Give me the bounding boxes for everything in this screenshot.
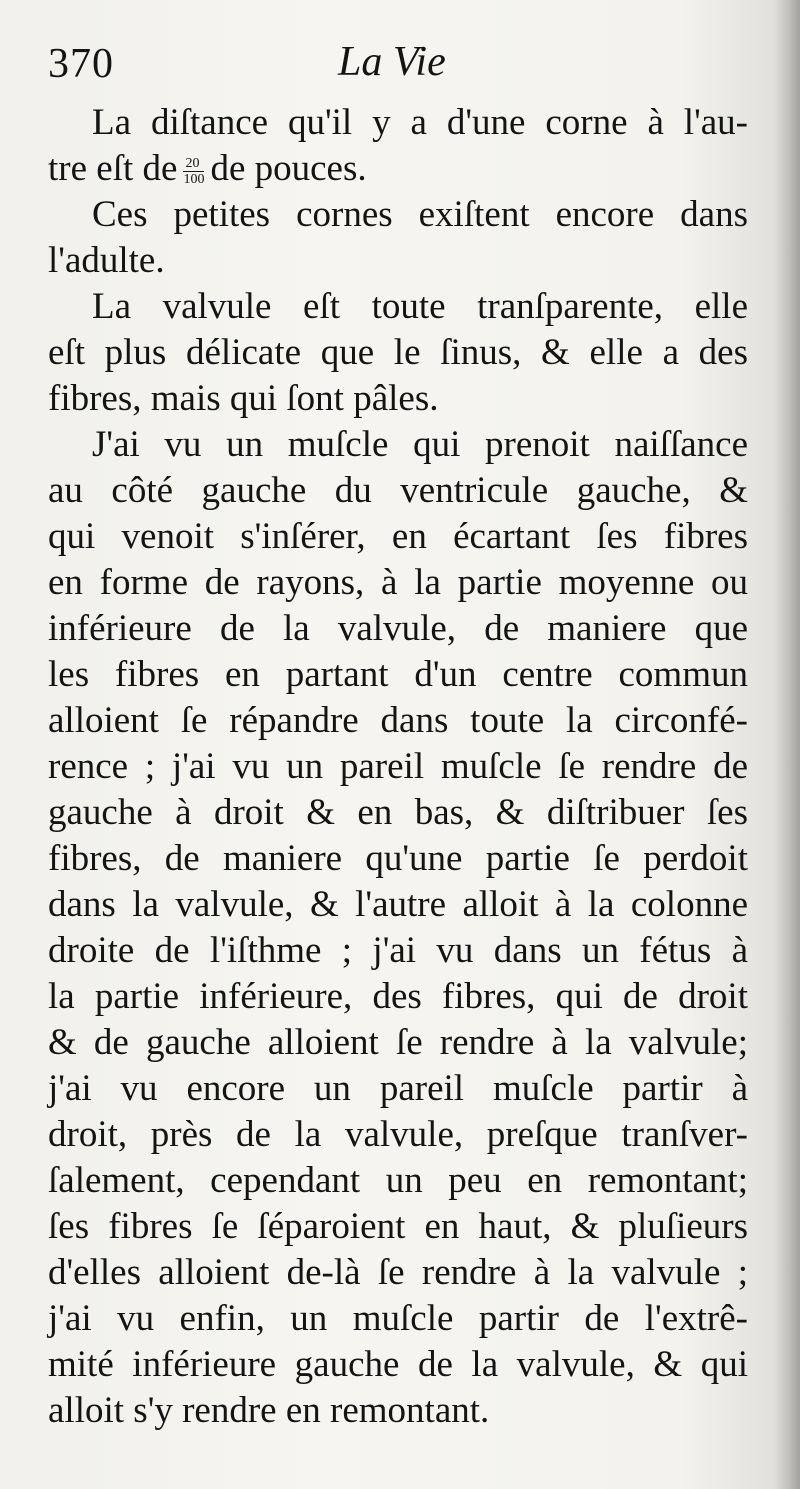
text-line: j'ai vu enfin, un muſcle partir de l'extrê-: [48, 1298, 748, 1339]
text-line: Ces petites cornes exiſtent encore dans: [92, 194, 748, 235]
text-line: fibres, mais qui ſont pâles.: [48, 378, 439, 419]
page-number: 370: [48, 41, 114, 87]
text-line: au côté gauche du ventricule gauche, &: [48, 470, 748, 511]
text-line: droite de l'iſthme ; j'ai vu dans un fétus à: [48, 930, 748, 971]
fraction-numerator: 20: [183, 157, 204, 172]
text-line: ſalement, cependant un peu en remontant;: [48, 1160, 748, 1201]
text-line: gauche à droit & en bas, & diſtribuer ſes: [48, 792, 748, 833]
text-line: alloient ſe répandre dans toute la circonfé-: [48, 700, 748, 741]
text-line: J'ai vu un muſcle qui prenoit naiſſance: [92, 424, 748, 465]
text-line: d'elles alloient de-là ſe rendre à la valvule ;: [48, 1252, 748, 1293]
text-line: alloit s'y rendre en remontant.: [48, 1390, 490, 1431]
text-line: qui venoit s'inſérer, en écartant ſes fibres: [48, 516, 748, 557]
text-fragment: de pouces.: [210, 148, 367, 189]
text-line: les fibres en partant d'un centre commun: [48, 654, 748, 695]
fraction: [183, 157, 204, 186]
text-line: la partie inférieure, des fibres, qui de droit: [48, 976, 748, 1017]
text-line: dans la valvule, & l'autre alloit à la colonne: [48, 884, 748, 925]
text-line: fibres, de maniere qu'une partie ſe perdoit: [48, 838, 748, 879]
text-line: La diſtance qu'il y a d'une corne à l'au-: [92, 102, 748, 143]
text-line: mité inférieure gauche de la valvule, & qui: [48, 1344, 748, 1385]
text-line: l'adulte.: [48, 240, 165, 281]
page-gutter-shadow: [774, 0, 800, 1489]
text-line: droit, près de la valvule, preſque tranſver-: [48, 1114, 748, 1155]
text-line: inférieure de la valvule, de maniere que: [48, 608, 748, 649]
body-text: [48, 100, 748, 1434]
text-line: La valvule eſt toute tranſparente, elle: [92, 286, 748, 327]
text-line: & de gauche alloient ſe rendre à la valvule;: [48, 1022, 748, 1063]
text-line: en forme de rayons, à la partie moyenne ou: [48, 562, 748, 603]
running-head: La Vie: [338, 39, 446, 85]
text-line-with-fraction: [48, 146, 748, 192]
text-line: eſt plus délicate que le ſinus, & elle a des: [48, 332, 748, 373]
text-line: j'ai vu encore un pareil muſcle partir à: [48, 1068, 748, 1109]
fraction-denominator: 100: [183, 172, 205, 188]
page-header: [48, 38, 748, 98]
text-fragment: tre eſt de: [48, 148, 178, 189]
text-line: rence ; j'ai vu un pareil muſcle ſe rendre de: [48, 746, 748, 787]
text-line: ſes fibres ſe ſéparoient en haut, & pluſieurs: [48, 1206, 748, 1247]
